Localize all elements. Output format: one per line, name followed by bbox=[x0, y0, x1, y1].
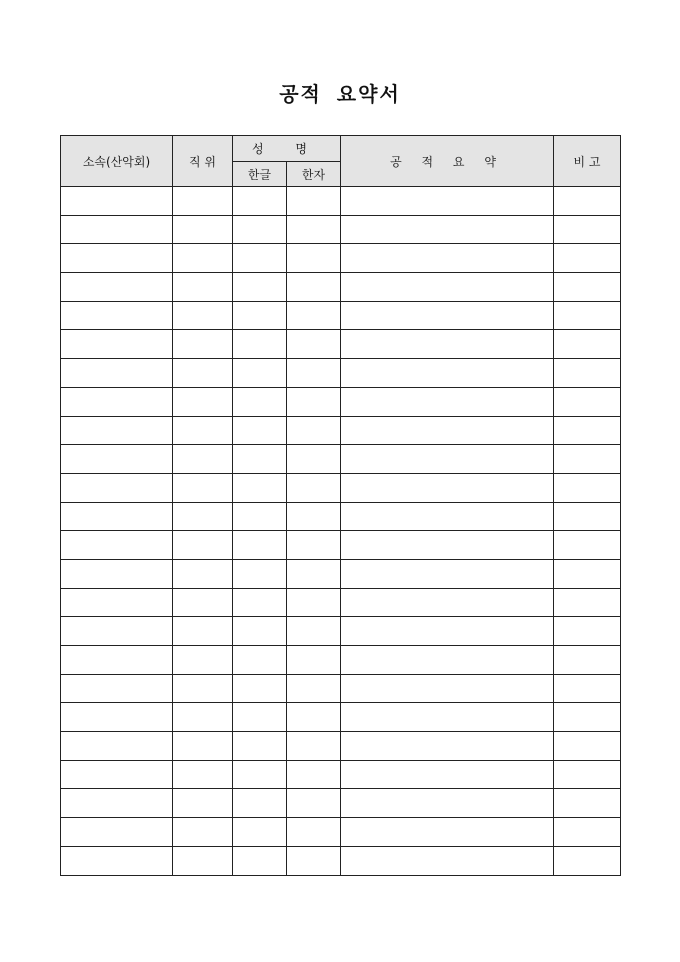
header-name: 성 명 bbox=[233, 136, 341, 162]
cell-name-hanja[interactable] bbox=[287, 818, 341, 847]
cell-remarks[interactable] bbox=[554, 215, 621, 244]
cell-affiliation[interactable] bbox=[61, 330, 173, 359]
table-row bbox=[61, 273, 621, 302]
cell-remarks[interactable] bbox=[554, 445, 621, 474]
cell-merit-summary[interactable] bbox=[341, 273, 554, 302]
cell-name-hanja[interactable] bbox=[287, 416, 341, 445]
cell-name-hanja[interactable] bbox=[287, 301, 341, 330]
cell-name-korean[interactable] bbox=[233, 789, 287, 818]
header-name-korean: 한글 bbox=[233, 162, 287, 187]
cell-merit-summary[interactable] bbox=[341, 445, 554, 474]
table-row bbox=[61, 330, 621, 359]
cell-affiliation[interactable] bbox=[61, 732, 173, 761]
cell-name-hanja[interactable] bbox=[287, 674, 341, 703]
cell-merit-summary[interactable] bbox=[341, 646, 554, 675]
cell-affiliation[interactable] bbox=[61, 818, 173, 847]
cell-remarks[interactable] bbox=[554, 359, 621, 388]
cell-name-hanja[interactable] bbox=[287, 330, 341, 359]
cell-name-korean[interactable] bbox=[233, 187, 287, 216]
cell-name-hanja[interactable] bbox=[287, 646, 341, 675]
cell-position[interactable] bbox=[173, 416, 233, 445]
cell-affiliation[interactable] bbox=[61, 473, 173, 502]
cell-affiliation[interactable] bbox=[61, 502, 173, 531]
table-row bbox=[61, 359, 621, 388]
header-name-hanja: 한자 bbox=[287, 162, 341, 187]
cell-remarks[interactable] bbox=[554, 674, 621, 703]
cell-name-hanja[interactable] bbox=[287, 703, 341, 732]
cell-remarks[interactable] bbox=[554, 473, 621, 502]
cell-remarks[interactable] bbox=[554, 760, 621, 789]
table-row bbox=[61, 703, 621, 732]
cell-name-korean[interactable] bbox=[233, 330, 287, 359]
cell-position[interactable] bbox=[173, 445, 233, 474]
table-row bbox=[61, 502, 621, 531]
cell-position[interactable] bbox=[173, 846, 233, 875]
cell-remarks[interactable] bbox=[554, 588, 621, 617]
cell-name-korean[interactable] bbox=[233, 473, 287, 502]
cell-affiliation[interactable] bbox=[61, 646, 173, 675]
cell-merit-summary[interactable] bbox=[341, 617, 554, 646]
cell-merit-summary[interactable] bbox=[341, 703, 554, 732]
table-row bbox=[61, 416, 621, 445]
cell-affiliation[interactable] bbox=[61, 703, 173, 732]
table-row bbox=[61, 646, 621, 675]
cell-affiliation[interactable] bbox=[61, 416, 173, 445]
cell-name-hanja[interactable] bbox=[287, 445, 341, 474]
table-row bbox=[61, 846, 621, 875]
merit-summary-table bbox=[60, 135, 621, 876]
cell-merit-summary[interactable] bbox=[341, 674, 554, 703]
cell-position[interactable] bbox=[173, 789, 233, 818]
table-row bbox=[61, 559, 621, 588]
cell-name-korean[interactable] bbox=[233, 359, 287, 388]
cell-name-korean[interactable] bbox=[233, 531, 287, 560]
cell-remarks[interactable] bbox=[554, 330, 621, 359]
table-row bbox=[61, 732, 621, 761]
cell-position[interactable] bbox=[173, 473, 233, 502]
document-title: 공적 요약서 bbox=[279, 82, 401, 106]
cell-name-hanja[interactable] bbox=[287, 760, 341, 789]
cell-position[interactable] bbox=[173, 732, 233, 761]
cell-affiliation[interactable] bbox=[61, 760, 173, 789]
cell-name-hanja[interactable] bbox=[287, 617, 341, 646]
cell-affiliation[interactable] bbox=[61, 588, 173, 617]
cell-merit-summary[interactable] bbox=[341, 531, 554, 560]
cell-merit-summary[interactable] bbox=[341, 559, 554, 588]
cell-position[interactable] bbox=[173, 617, 233, 646]
cell-affiliation[interactable] bbox=[61, 273, 173, 302]
cell-remarks[interactable] bbox=[554, 703, 621, 732]
cell-position[interactable] bbox=[173, 330, 233, 359]
cell-affiliation[interactable] bbox=[61, 244, 173, 273]
cell-name-hanja[interactable] bbox=[287, 559, 341, 588]
cell-affiliation[interactable] bbox=[61, 359, 173, 388]
cell-affiliation[interactable] bbox=[61, 187, 173, 216]
cell-name-korean[interactable] bbox=[233, 588, 287, 617]
table-row bbox=[61, 215, 621, 244]
cell-position[interactable] bbox=[173, 559, 233, 588]
cell-remarks[interactable] bbox=[554, 301, 621, 330]
cell-name-hanja[interactable] bbox=[287, 502, 341, 531]
cell-remarks[interactable] bbox=[554, 789, 621, 818]
cell-remarks[interactable] bbox=[554, 732, 621, 761]
cell-name-korean[interactable] bbox=[233, 244, 287, 273]
cell-name-korean[interactable] bbox=[233, 732, 287, 761]
cell-position[interactable] bbox=[173, 818, 233, 847]
cell-name-hanja[interactable] bbox=[287, 846, 341, 875]
cell-merit-summary[interactable] bbox=[341, 732, 554, 761]
cell-remarks[interactable] bbox=[554, 531, 621, 560]
cell-name-hanja[interactable] bbox=[287, 531, 341, 560]
cell-position[interactable] bbox=[173, 703, 233, 732]
cell-merit-summary[interactable] bbox=[341, 588, 554, 617]
cell-name-hanja[interactable] bbox=[287, 187, 341, 216]
table-row bbox=[61, 445, 621, 474]
cell-merit-summary[interactable] bbox=[341, 846, 554, 875]
cell-name-korean[interactable] bbox=[233, 818, 287, 847]
cell-position[interactable] bbox=[173, 244, 233, 273]
cell-position[interactable] bbox=[173, 588, 233, 617]
table-row bbox=[61, 760, 621, 789]
cell-position[interactable] bbox=[173, 301, 233, 330]
cell-merit-summary[interactable] bbox=[341, 789, 554, 818]
cell-name-hanja[interactable] bbox=[287, 789, 341, 818]
cell-remarks[interactable] bbox=[554, 244, 621, 273]
cell-name-korean[interactable] bbox=[233, 301, 287, 330]
table-row bbox=[61, 244, 621, 273]
cell-position[interactable] bbox=[173, 502, 233, 531]
cell-affiliation[interactable] bbox=[61, 301, 173, 330]
cell-remarks[interactable] bbox=[554, 617, 621, 646]
table-row bbox=[61, 789, 621, 818]
cell-affiliation[interactable] bbox=[61, 387, 173, 416]
cell-position[interactable] bbox=[173, 387, 233, 416]
cell-name-hanja[interactable] bbox=[287, 273, 341, 302]
cell-remarks[interactable] bbox=[554, 387, 621, 416]
header-position: 직 위 bbox=[173, 136, 233, 187]
table-body bbox=[61, 187, 621, 876]
header-merit-summary: 공 적 요 약 bbox=[341, 136, 554, 187]
table-row bbox=[61, 674, 621, 703]
cell-affiliation[interactable] bbox=[61, 789, 173, 818]
cell-affiliation[interactable] bbox=[61, 559, 173, 588]
cell-merit-summary[interactable] bbox=[341, 330, 554, 359]
cell-position[interactable] bbox=[173, 760, 233, 789]
cell-name-korean[interactable] bbox=[233, 273, 287, 302]
cell-name-hanja[interactable] bbox=[287, 387, 341, 416]
cell-affiliation[interactable] bbox=[61, 617, 173, 646]
cell-name-korean[interactable] bbox=[233, 387, 287, 416]
cell-affiliation[interactable] bbox=[61, 846, 173, 875]
cell-position[interactable] bbox=[173, 187, 233, 216]
cell-position[interactable] bbox=[173, 646, 233, 675]
cell-remarks[interactable] bbox=[554, 559, 621, 588]
cell-name-hanja[interactable] bbox=[287, 473, 341, 502]
table-row bbox=[61, 531, 621, 560]
cell-name-korean[interactable] bbox=[233, 502, 287, 531]
cell-position[interactable] bbox=[173, 531, 233, 560]
cell-name-korean[interactable] bbox=[233, 703, 287, 732]
cell-name-hanja[interactable] bbox=[287, 215, 341, 244]
cell-remarks[interactable] bbox=[554, 187, 621, 216]
cell-name-korean[interactable] bbox=[233, 760, 287, 789]
table-row bbox=[61, 187, 621, 216]
cell-merit-summary[interactable] bbox=[341, 473, 554, 502]
table-header bbox=[61, 136, 621, 187]
cell-affiliation[interactable] bbox=[61, 674, 173, 703]
cell-name-korean[interactable] bbox=[233, 646, 287, 675]
table-row bbox=[61, 473, 621, 502]
cell-name-korean[interactable] bbox=[233, 416, 287, 445]
cell-name-hanja[interactable] bbox=[287, 588, 341, 617]
cell-merit-summary[interactable] bbox=[341, 244, 554, 273]
cell-name-korean[interactable] bbox=[233, 674, 287, 703]
cell-affiliation[interactable] bbox=[61, 215, 173, 244]
cell-remarks[interactable] bbox=[554, 416, 621, 445]
cell-merit-summary[interactable] bbox=[341, 387, 554, 416]
cell-merit-summary[interactable] bbox=[341, 416, 554, 445]
table-row bbox=[61, 588, 621, 617]
cell-affiliation[interactable] bbox=[61, 445, 173, 474]
cell-remarks[interactable] bbox=[554, 502, 621, 531]
cell-name-hanja[interactable] bbox=[287, 732, 341, 761]
cell-remarks[interactable] bbox=[554, 646, 621, 675]
cell-name-korean[interactable] bbox=[233, 617, 287, 646]
cell-name-korean[interactable] bbox=[233, 445, 287, 474]
cell-remarks[interactable] bbox=[554, 846, 621, 875]
cell-merit-summary[interactable] bbox=[341, 215, 554, 244]
cell-merit-summary[interactable] bbox=[341, 818, 554, 847]
cell-merit-summary[interactable] bbox=[341, 187, 554, 216]
cell-name-hanja[interactable] bbox=[287, 359, 341, 388]
cell-position[interactable] bbox=[173, 273, 233, 302]
cell-name-korean[interactable] bbox=[233, 846, 287, 875]
header-remarks: 비 고 bbox=[554, 136, 621, 187]
cell-merit-summary[interactable] bbox=[341, 301, 554, 330]
cell-position[interactable] bbox=[173, 674, 233, 703]
cell-merit-summary[interactable] bbox=[341, 502, 554, 531]
cell-remarks[interactable] bbox=[554, 273, 621, 302]
cell-merit-summary[interactable] bbox=[341, 760, 554, 789]
cell-name-hanja[interactable] bbox=[287, 244, 341, 273]
cell-affiliation[interactable] bbox=[61, 531, 173, 560]
table-row bbox=[61, 387, 621, 416]
table-row bbox=[61, 301, 621, 330]
cell-name-korean[interactable] bbox=[233, 559, 287, 588]
table-row bbox=[61, 617, 621, 646]
cell-position[interactable] bbox=[173, 215, 233, 244]
header-affiliation: 소속(산악회) bbox=[61, 136, 173, 187]
table-row bbox=[61, 818, 621, 847]
cell-position[interactable] bbox=[173, 359, 233, 388]
cell-remarks[interactable] bbox=[554, 818, 621, 847]
cell-name-korean[interactable] bbox=[233, 215, 287, 244]
cell-merit-summary[interactable] bbox=[341, 359, 554, 388]
